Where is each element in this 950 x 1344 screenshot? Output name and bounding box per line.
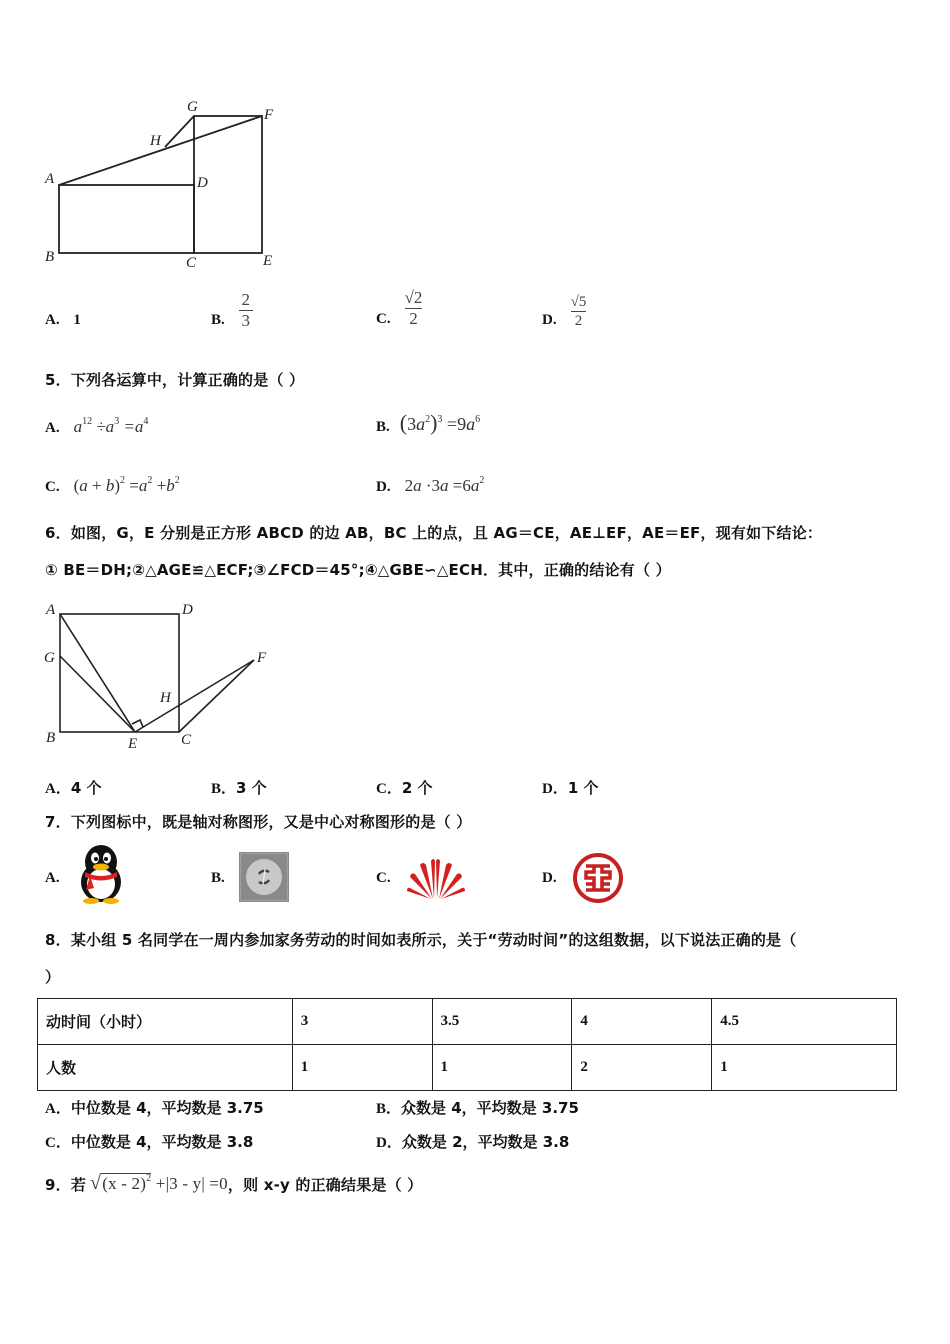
option-expression: $(a + b)^2 =a^2 +b^2$	[73, 475, 180, 495]
label-D: D	[182, 602, 193, 618]
table-cell: 3.5	[432, 999, 572, 1045]
q6-stem-line2: ① BE＝DH;②△AGE≌△ECF;③∠FCD＝45°;④△GBE∽△ECH．其中，正确的结论有（ ）	[45, 561, 671, 579]
option-text: 中位数是 4，平均数是 3.75	[70, 1099, 264, 1117]
q8-option-b[interactable]	[376, 1097, 579, 1118]
denominator: 2	[409, 309, 418, 328]
option-letter: B.	[211, 312, 225, 328]
option-letter: C．	[376, 781, 402, 797]
label-A: A	[46, 602, 56, 618]
huawei-logo-icon[interactable]	[406, 855, 466, 901]
table-cell: 2	[572, 1045, 712, 1091]
q5-option-c[interactable]	[45, 465, 180, 496]
q8-option-d[interactable]	[376, 1131, 569, 1152]
q4-option-d[interactable]	[542, 293, 586, 330]
label-C: C	[186, 255, 197, 271]
q7-option-b-letter: B.	[211, 870, 225, 886]
option-expression: $a^{12} \div a^3 =a^4$	[73, 416, 149, 436]
label-B: B	[46, 730, 56, 746]
option-letter: A.	[45, 420, 60, 436]
numerator: √2	[404, 288, 423, 307]
fraction	[239, 290, 253, 331]
labor-time-table	[37, 998, 897, 1091]
label-A: A	[45, 171, 55, 187]
q9-equation: √(x - 2)$^2$ +|3 - y| =0	[90, 1172, 228, 1194]
q8-option-c[interactable]	[45, 1131, 253, 1152]
option-letter: D.	[542, 312, 557, 328]
q5-option-a[interactable]	[45, 416, 148, 437]
fraction	[571, 293, 587, 330]
q6-stem-line1: 6．如图，G，E 分别是正方形 ABCD 的边 AB，BC 上的点，且 AG＝CE，AE⊥EF，AE＝EF，现有如下结论：	[45, 524, 823, 542]
numerator: 2	[241, 290, 251, 309]
option-letter: C．	[45, 1135, 71, 1151]
q8-stem-line1: 8．某小组 5 名同学在一周内参加家务劳动的时间如表所示，关于“劳动时间”的这组数据，以下说法正确的是（	[45, 931, 797, 949]
q4-option-b[interactable]	[211, 290, 253, 331]
gray-disc-icon[interactable]	[239, 852, 289, 902]
label-G: G	[44, 650, 55, 666]
fraction	[405, 288, 423, 329]
table-header-cell: 人数	[38, 1045, 293, 1091]
q8-option-a[interactable]	[45, 1097, 264, 1118]
q4-option-c[interactable]	[376, 288, 422, 329]
option-value: 2 个	[401, 779, 433, 797]
qq-penguin-icon[interactable]	[74, 842, 128, 904]
q4-geometry-figure	[40, 95, 290, 275]
option-value: 4 个	[70, 779, 102, 797]
option-text: 众数是 4，平均数是 3.75	[401, 1099, 579, 1117]
option-letter: B.	[376, 419, 390, 435]
q7-option-c-letter: C.	[376, 870, 391, 886]
label-D: D	[197, 175, 208, 191]
q6-geometry-figure	[40, 598, 280, 753]
table-header-cell: 动时间（小时）	[38, 999, 293, 1045]
option-letter: C.	[376, 311, 391, 327]
icbc-logo-icon[interactable]	[572, 852, 624, 904]
q9-stem	[45, 1172, 422, 1195]
q6-option-b[interactable]	[211, 777, 267, 798]
denominator: 2	[574, 313, 583, 329]
q8-stem-line2: ）	[45, 968, 61, 986]
label-F: F	[264, 107, 274, 123]
option-letter: A．	[45, 781, 71, 797]
option-letter: B．	[376, 1101, 402, 1117]
option-text: 中位数是 4，平均数是 3.8	[70, 1133, 254, 1151]
numerator: √5	[570, 294, 587, 310]
table-cell: 3	[292, 999, 432, 1045]
q6-option-a[interactable]	[45, 777, 102, 798]
table-cell: 4	[572, 999, 712, 1045]
option-letter: D.	[376, 479, 391, 495]
option-letter: D．	[376, 1135, 402, 1151]
label-G: G	[187, 99, 198, 115]
q7-option-a-letter: A.	[45, 870, 60, 886]
option-letter: C.	[45, 479, 60, 495]
label-C: C	[181, 732, 192, 748]
table-row	[38, 1045, 897, 1091]
table-cell: 1	[712, 1045, 897, 1091]
option-letter: D．	[542, 781, 568, 797]
q5-option-d[interactable]	[376, 475, 484, 496]
label-H: H	[160, 690, 171, 706]
label-E: E	[128, 736, 138, 752]
q9-suffix: ，则 x-y 的正确结果是（ ）	[227, 1176, 423, 1194]
option-letter: A.	[45, 312, 60, 328]
q5-stem: 5．下列各运算中，计算正确的是（ ）	[45, 371, 305, 389]
label-B: B	[45, 249, 55, 265]
label-F: F	[257, 650, 267, 666]
table-cell: 1	[432, 1045, 572, 1091]
equation-rest: +|3 - y| =0	[155, 1174, 228, 1193]
option-expression: $(3a^2)^3 =9a^6$	[399, 410, 481, 435]
option-value: 1 个	[567, 779, 599, 797]
table-cell: 1	[292, 1045, 432, 1091]
denominator: 3	[241, 311, 251, 330]
q7-option-d-letter: D.	[542, 870, 557, 886]
q5-option-b[interactable]	[376, 405, 480, 436]
radicand: (x - 2)	[102, 1174, 147, 1193]
q6-option-d[interactable]	[542, 777, 599, 798]
option-expression: $2a \cdot 3a =6a^2$	[404, 475, 485, 495]
q6-option-c[interactable]	[376, 777, 433, 798]
q7-stem: 7．下列图标中，既是轴对称图形，又是中心对称图形的是（ ）	[45, 813, 472, 831]
option-value: 1	[73, 312, 81, 328]
table-cell: 4.5	[712, 999, 897, 1045]
option-letter: B．	[211, 781, 237, 797]
option-letter: A．	[45, 1101, 71, 1117]
option-value: 3 个	[236, 779, 267, 797]
q9-prefix: 9．若	[45, 1176, 87, 1194]
label-H: H	[150, 133, 161, 149]
q4-option-a[interactable]	[45, 312, 81, 329]
label-E: E	[263, 253, 273, 269]
table-row	[38, 999, 897, 1045]
option-text: 众数是 2，平均数是 3.8	[401, 1133, 570, 1151]
